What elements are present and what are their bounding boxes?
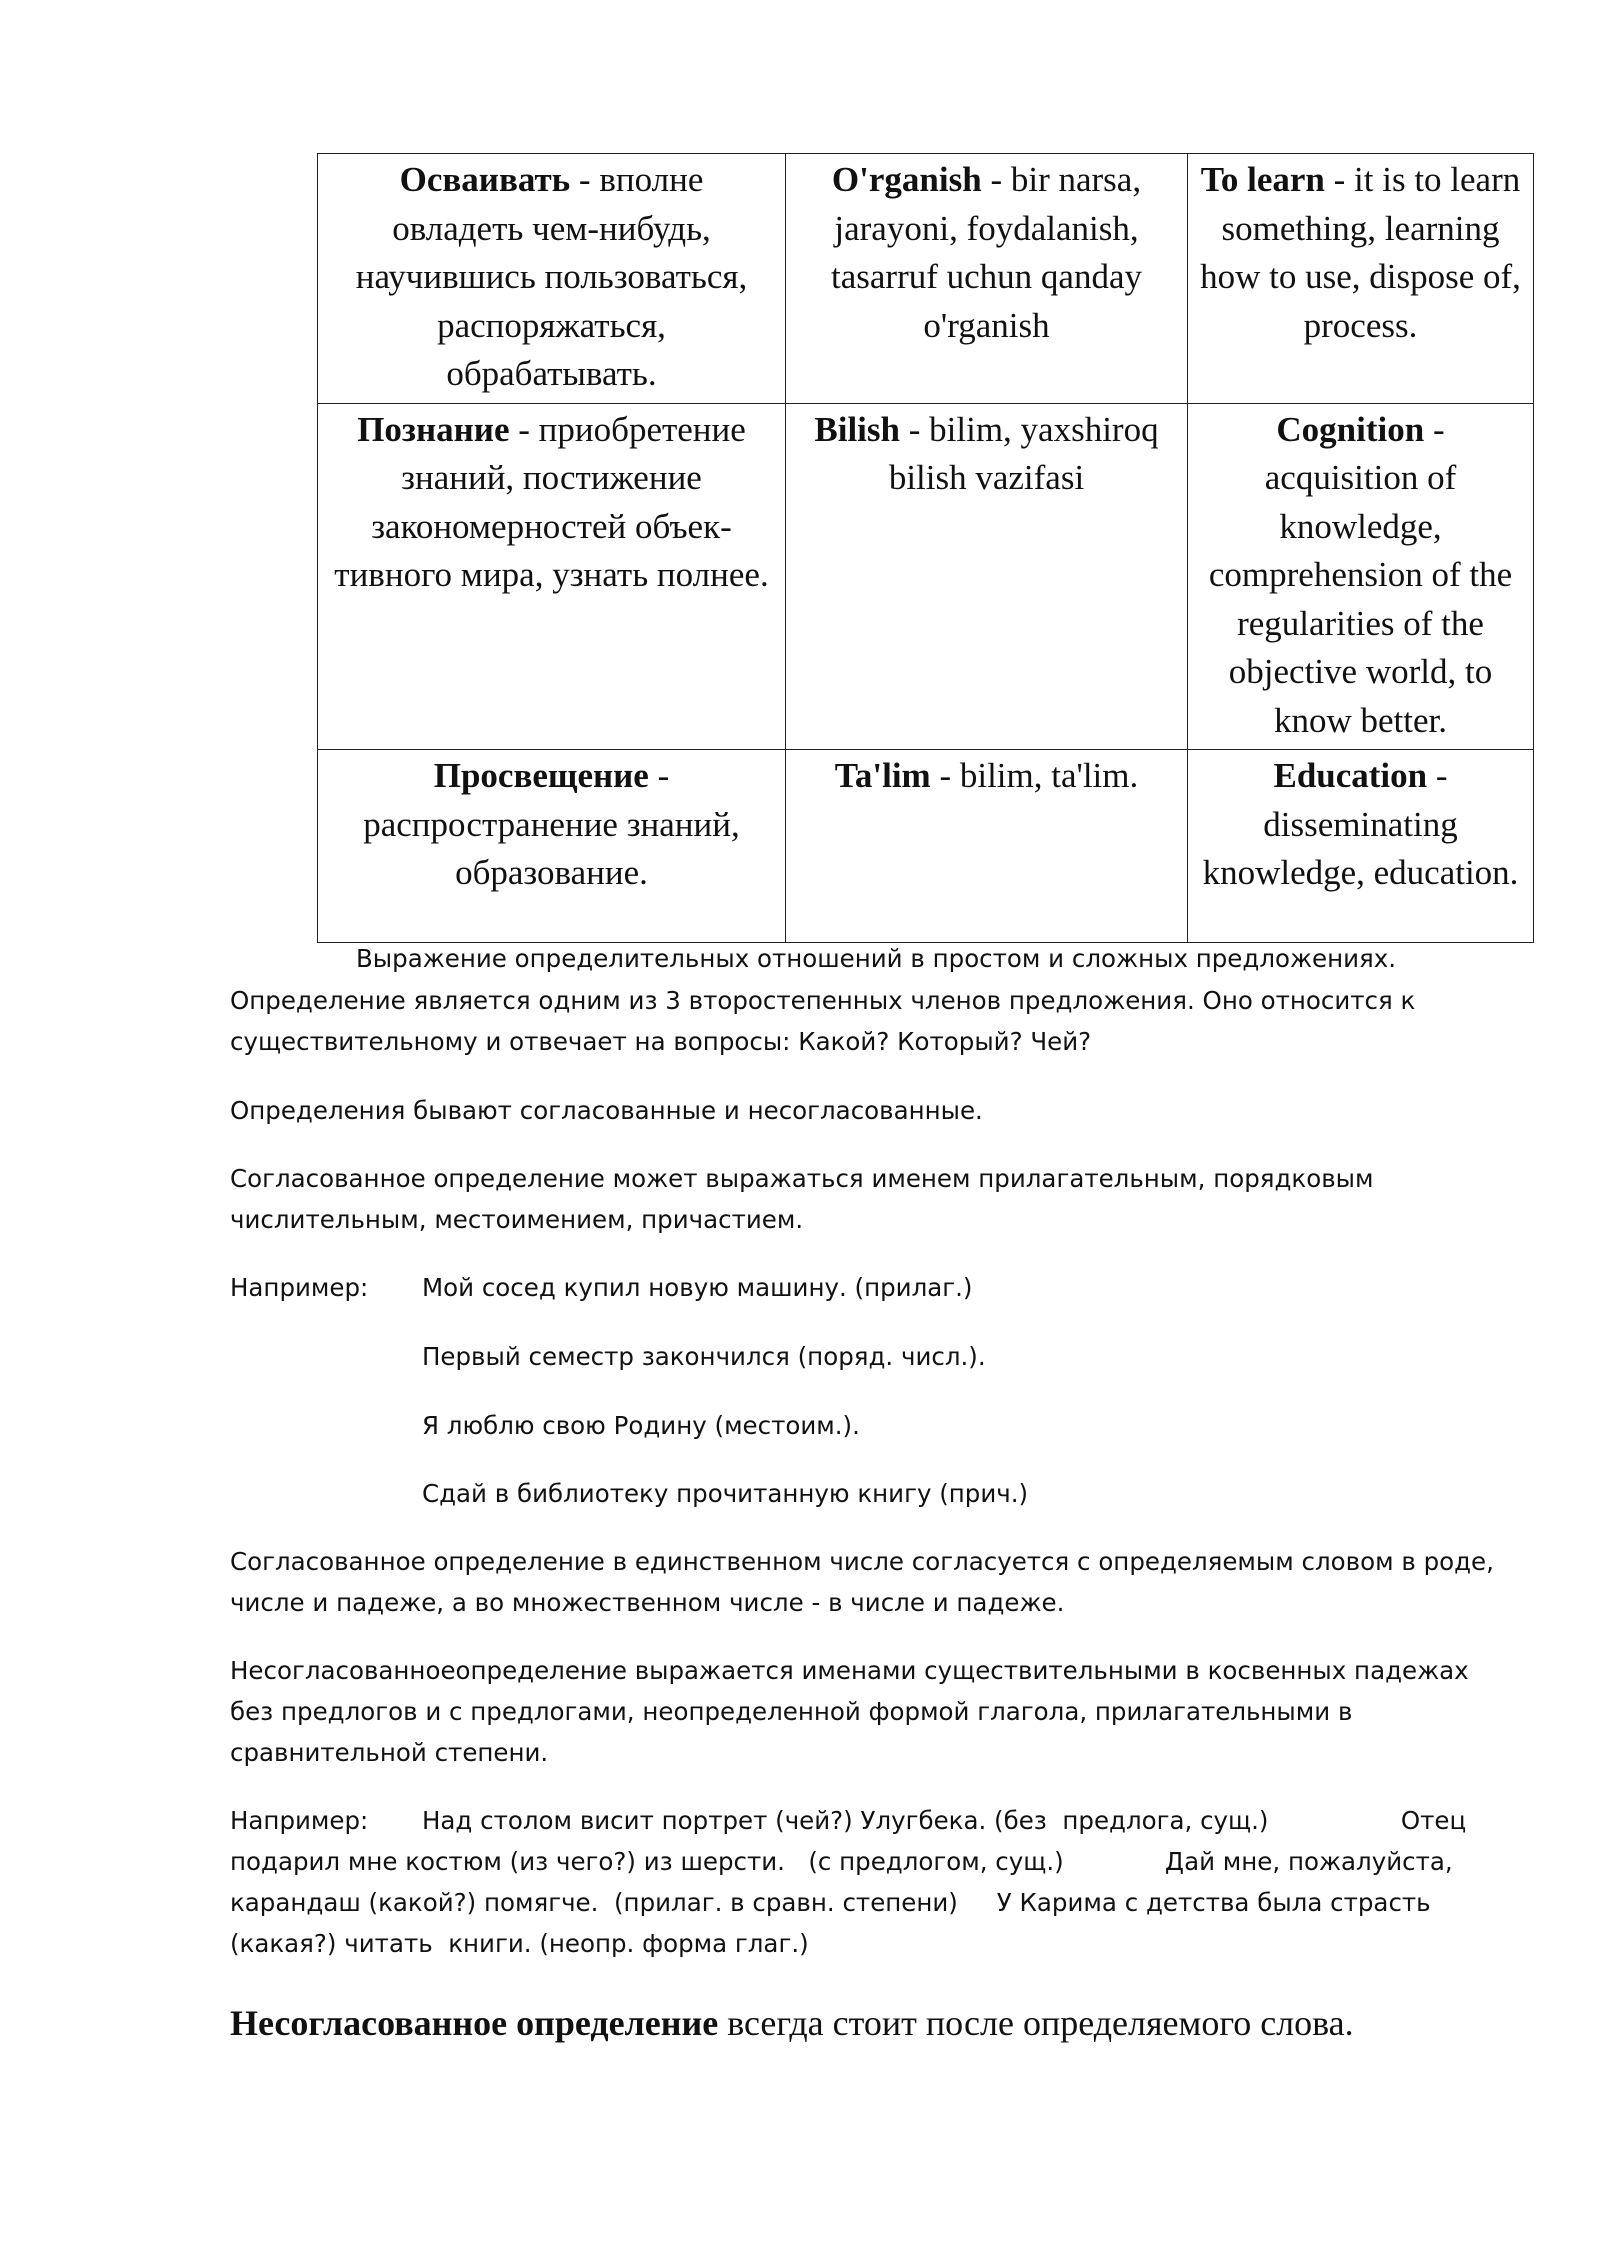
example-line: карандаш (какой?) помягче. (прилаг. в сравн. степени) У Карима с детства была страсть — [230, 1888, 1431, 1917]
table-cell-ru — [318, 750, 786, 943]
definition: - bilim, ta'lim. — [930, 756, 1139, 795]
final-rule-text: всегда стоит после определяемого слова. — [718, 2003, 1354, 2043]
term: Education — [1273, 756, 1428, 795]
example-line: (какая?) читать книги. (неопр. форма глаг.) — [230, 1929, 809, 1958]
example-line: подарил мне костюм (из чего?) из шерсти. (с предлогом, сущ.) Дай мне, пожалуйста, — [230, 1847, 1453, 1876]
definition: - acquisition of knowledge, comprehension of the regularities of the objective world, to know better. — [1208, 409, 1513, 740]
final-rule — [230, 2000, 1354, 2046]
agreement-rule-line: числе и падеже, а во множественном числе - в числе и падеже. — [230, 1588, 1065, 1617]
glossary-table — [317, 153, 1534, 943]
example-line: Первый семестр закончился (поряд. числ.). — [422, 1342, 986, 1371]
example-line — [230, 1800, 1530, 1841]
table-row — [318, 154, 1534, 404]
table-row — [318, 750, 1534, 943]
nonagreed-expression-line: сравнительной степени. — [230, 1738, 549, 1767]
intro-line: существительному и отвечает на вопросы: Какой? Который? Чей? — [230, 1027, 1092, 1056]
agreed-expression-line: Согласованное определение может выражаться именем прилагательным, порядковым — [230, 1164, 1374, 1193]
table-cell-en — [1188, 750, 1534, 943]
table-cell-en — [1188, 403, 1534, 750]
table-row — [318, 403, 1534, 750]
definition: - disseminating knowledge, education. — [1202, 756, 1519, 892]
example-line — [230, 1267, 1530, 1308]
term: Осваивать — [399, 160, 571, 199]
term: Просвещение — [433, 756, 649, 795]
term: To learn — [1200, 160, 1325, 199]
table-cell-ru — [318, 403, 786, 750]
kinds-paragraph: Определения бывают согласованные и несогласованные. — [230, 1096, 983, 1125]
example-label: Например: — [230, 1806, 369, 1835]
definition: - it is to learn something, learning how to use, dispose of, process. — [1200, 160, 1521, 345]
example-label: Например: — [230, 1273, 369, 1302]
table-cell-uz — [786, 154, 1188, 404]
term: Познание — [357, 409, 510, 449]
section-heading: Выражение определительных отношений в простом и сложных предложениях. — [356, 944, 1397, 973]
term: Ta'lim — [834, 756, 931, 795]
definition: - bir narsa, jarayoni, foydalanish, tasarruf uchun qanday o'rganish — [831, 160, 1142, 345]
term: Cognition — [1276, 409, 1425, 449]
term: O'rganish — [831, 160, 982, 199]
definition: - приобретение знаний, постижение закономерностей объек-тивного мира, узнать полнее. — [334, 409, 769, 594]
agreement-rule-line: Согласованное определение в единственном числе согласуется с определяемым словом в роде, — [230, 1547, 1494, 1576]
example-text: Мой сосед купил новую машину. (прилаг.) — [422, 1273, 973, 1302]
definition: - bilim, yaxshiroq bilish vazifasi — [888, 409, 1159, 497]
table-cell-uz — [786, 750, 1188, 943]
intro-line: Определение является одним из 3 второстепенных членов предложения. Оно относится к — [230, 986, 1416, 1015]
table-cell-uz — [786, 403, 1188, 750]
final-rule-term: Несогласованное определение — [230, 2003, 719, 2043]
example-line: Сдай в библиотеку прочитанную книгу (прич.) — [422, 1479, 1029, 1508]
nonagreed-expression-line: без предлогов и с предлогами, неопределенной формой глагола, прилагательными в — [230, 1697, 1353, 1726]
agreed-expression-line: числительным, местоимением, причастием. — [230, 1205, 804, 1234]
example-line: Я люблю свою Родину (местоим.). — [422, 1411, 860, 1440]
nonagreed-expression-line: Несогласованноеопределение выражается именами существительными в косвенных падежах — [230, 1656, 1469, 1685]
definition: - распространение знаний, образование. — [363, 756, 740, 892]
definition: - вполне овладеть чем-нибудь, научившись пользоваться, распоряжаться, обрабатывать. — [355, 160, 748, 393]
example-text: Над столом висит портрет (чей?) Улугбека. (без предлога, сущ.) Отец — [422, 1806, 1467, 1835]
table-cell-ru — [318, 154, 786, 404]
table-cell-en — [1188, 154, 1534, 404]
term: Bilish — [814, 409, 900, 449]
